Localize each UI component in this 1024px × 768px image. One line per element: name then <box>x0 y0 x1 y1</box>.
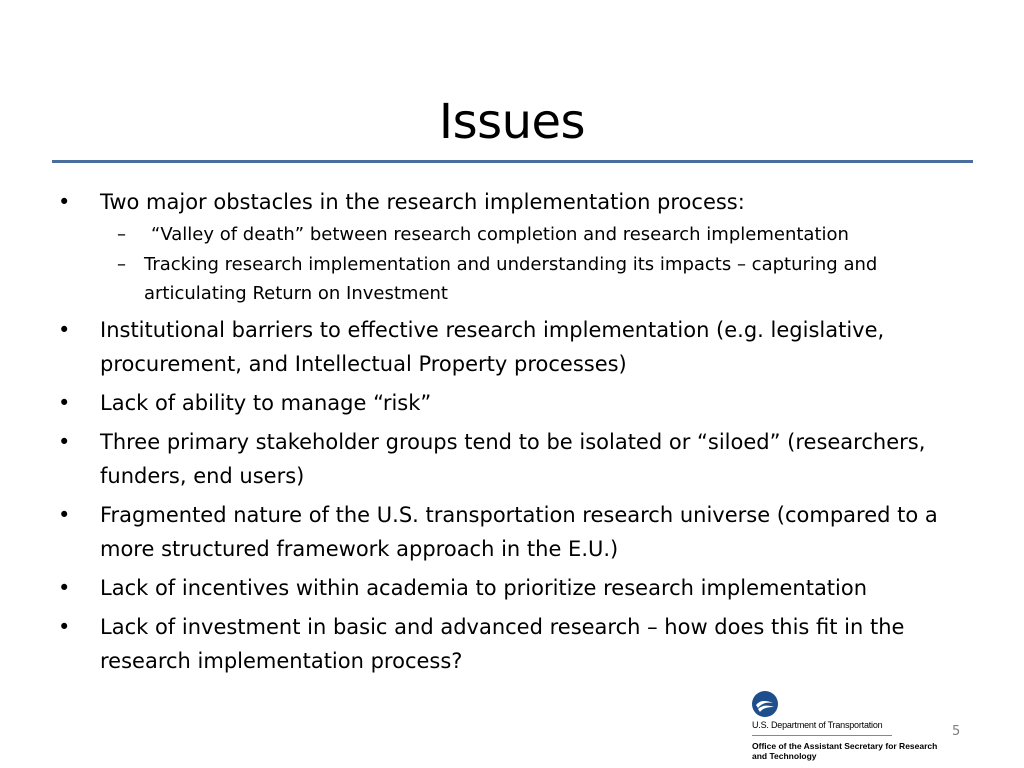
sub-bullet-item <box>100 220 978 249</box>
sub-bullet-text: Tracking research implementation and understanding its impacts – capturing and articulating Return on Investment <box>144 254 878 304</box>
bullet-item <box>58 386 978 420</box>
bullet-item <box>58 610 978 678</box>
bullet-item <box>58 571 978 605</box>
bullet-text: Three primary stakeholder groups tend to be isolated or “siloed” (researchers, funders, end users) <box>100 430 926 488</box>
slide-title: Issues <box>438 94 586 151</box>
bullet-text: Lack of investment in basic and advanced research – how does this fit in the research implementation process? <box>100 615 905 673</box>
bullet-marker: • <box>58 576 71 600</box>
footer-logo <box>752 691 952 763</box>
bullet-marker: • <box>58 318 71 342</box>
footer-divider <box>752 735 892 736</box>
sub-bullet-text: “Valley of death” between research completion and research implementation <box>151 224 849 245</box>
bullet-item <box>58 313 978 381</box>
bullet-text: Institutional barriers to effective research implementation (e.g. legislative, procurement, and Intellectual Property processes) <box>100 318 885 376</box>
agency-name: U.S. Department of Transportation <box>752 720 883 730</box>
bullet-item <box>58 185 978 308</box>
bullet-item <box>58 425 978 493</box>
bullet-marker: • <box>58 190 71 214</box>
office-name: Office of the Assistant Secretary for Research and Technology <box>752 741 938 761</box>
title-divider <box>52 160 973 163</box>
bullet-marker: • <box>58 615 71 639</box>
bullet-text: Lack of incentives within academia to prioritize research implementation <box>100 576 868 600</box>
bullet-item <box>58 498 978 566</box>
sub-bullet-list <box>100 220 978 308</box>
bullet-text: Two major obstacles in the research implementation process: <box>100 190 745 214</box>
bullet-marker: • <box>58 430 71 454</box>
sub-bullet-item <box>100 250 978 308</box>
sub-bullet-marker: – <box>117 224 126 245</box>
bullet-marker: • <box>58 503 71 527</box>
bullet-list <box>58 185 978 683</box>
bullet-text: Lack of ability to manage “risk” <box>100 391 432 415</box>
page-number: 5 <box>952 724 961 739</box>
dot-logo-icon <box>752 691 778 717</box>
bullet-marker: • <box>58 391 71 415</box>
bullet-text: Fragmented nature of the U.S. transportation research universe (compared to a more structured framework approach in the E.U.) <box>100 503 938 561</box>
sub-bullet-marker: – <box>117 254 126 275</box>
